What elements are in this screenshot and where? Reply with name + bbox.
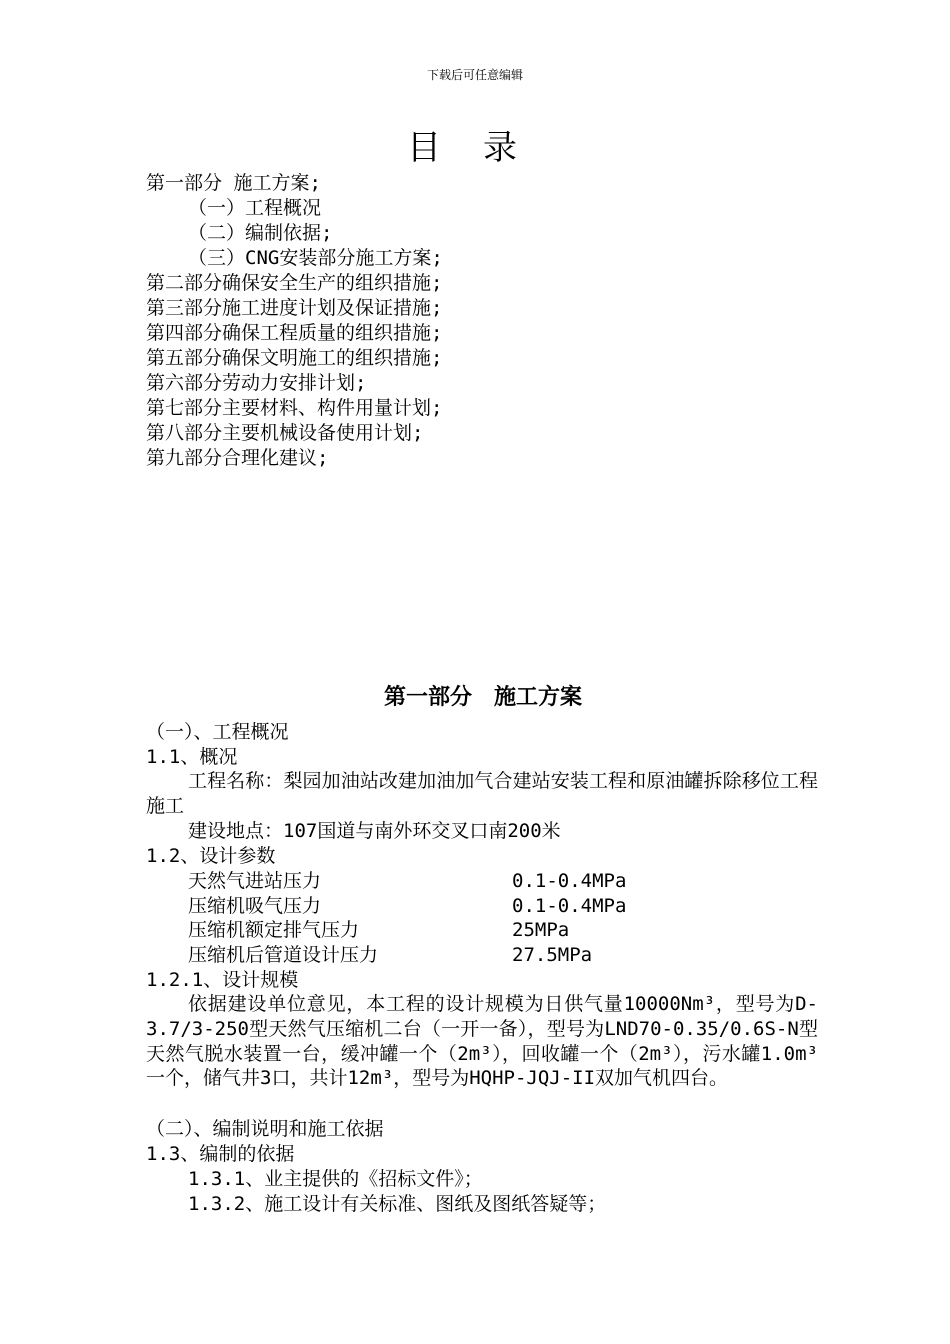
- toc-item: （一）工程概况: [188, 197, 322, 219]
- page-header: 下载后可任意编辑: [426, 68, 523, 82]
- toc-item: 第九部分合理化建议;: [146, 447, 329, 469]
- design-scale-text: 依据建设单位意见，本工程的设计规模为日供气量10000Nm³，型号为D-3.7/3-250型天然气压缩机二台（一开一备），型号为LND70-0.35/0.6S-N型天然气脱水装置一台，缓冲罐一个（2m³），回收罐一个（2m³），污水罐1.0m³一个，储气井3口，共计12m³，型号为HQHP-JQJ-II双加气机四台。: [146, 993, 818, 1090]
- project-location: 建设地点：107国道与南外环交叉口南200米: [188, 820, 561, 842]
- heading-basis: （二）、编制说明和施工依据: [146, 1118, 384, 1140]
- heading-1-1: 1.1、概况: [146, 746, 238, 768]
- heading-1-2: 1.2、设计参数: [146, 845, 276, 867]
- param-value: 25MPa: [512, 919, 570, 941]
- param-value: 27.5MPa: [512, 944, 593, 966]
- param-value: 0.1-0.4MPa: [512, 870, 627, 892]
- param-label: 压缩机后管道设计压力: [188, 944, 379, 966]
- param-label: 天然气进站压力: [188, 870, 322, 892]
- project-name: 工程名称：梨园加油站改建加油加气合建站安装工程和原油罐拆除移位工程施工: [146, 770, 818, 817]
- toc-title: 目录: [407, 128, 559, 168]
- toc-item: 第六部分劳动力安排计划;: [146, 372, 367, 394]
- basis-item: 1.3.2、施工设计有关标准、图纸及图纸答疑等；: [188, 1193, 607, 1215]
- param-label: 压缩机额定排气压力: [188, 919, 360, 941]
- toc-item: （三）CNG安装部分施工方案;: [188, 247, 443, 269]
- toc-item: 第五部分确保文明施工的组织措施;: [146, 347, 443, 369]
- basis-item: 1.3.1、业主提供的《招标文件》；: [188, 1168, 483, 1190]
- toc-item: 第三部分施工进度计划及保证措施;: [146, 297, 443, 319]
- toc-item: 第二部分确保安全生产的组织措施;: [146, 272, 443, 294]
- toc-item: 第八部分主要机械设备使用计划;: [146, 422, 424, 444]
- heading-1-2-1: 1.2.1、设计规模: [146, 969, 299, 991]
- toc-item: 第七部分主要材料、构件用量计划;: [146, 397, 443, 419]
- section-title: 第一部分 施工方案: [383, 685, 582, 710]
- param-label: 压缩机吸气压力: [188, 895, 322, 917]
- toc-item: （二）编制依据;: [188, 222, 333, 244]
- toc-item: 第四部分确保工程质量的组织措施;: [146, 322, 443, 344]
- toc-item: 第一部分 施工方案;: [146, 172, 321, 194]
- heading-overview: （一）、工程概况: [146, 721, 289, 743]
- heading-1-3: 1.3、编制的依据: [146, 1143, 295, 1165]
- param-value: 0.1-0.4MPa: [512, 895, 627, 917]
